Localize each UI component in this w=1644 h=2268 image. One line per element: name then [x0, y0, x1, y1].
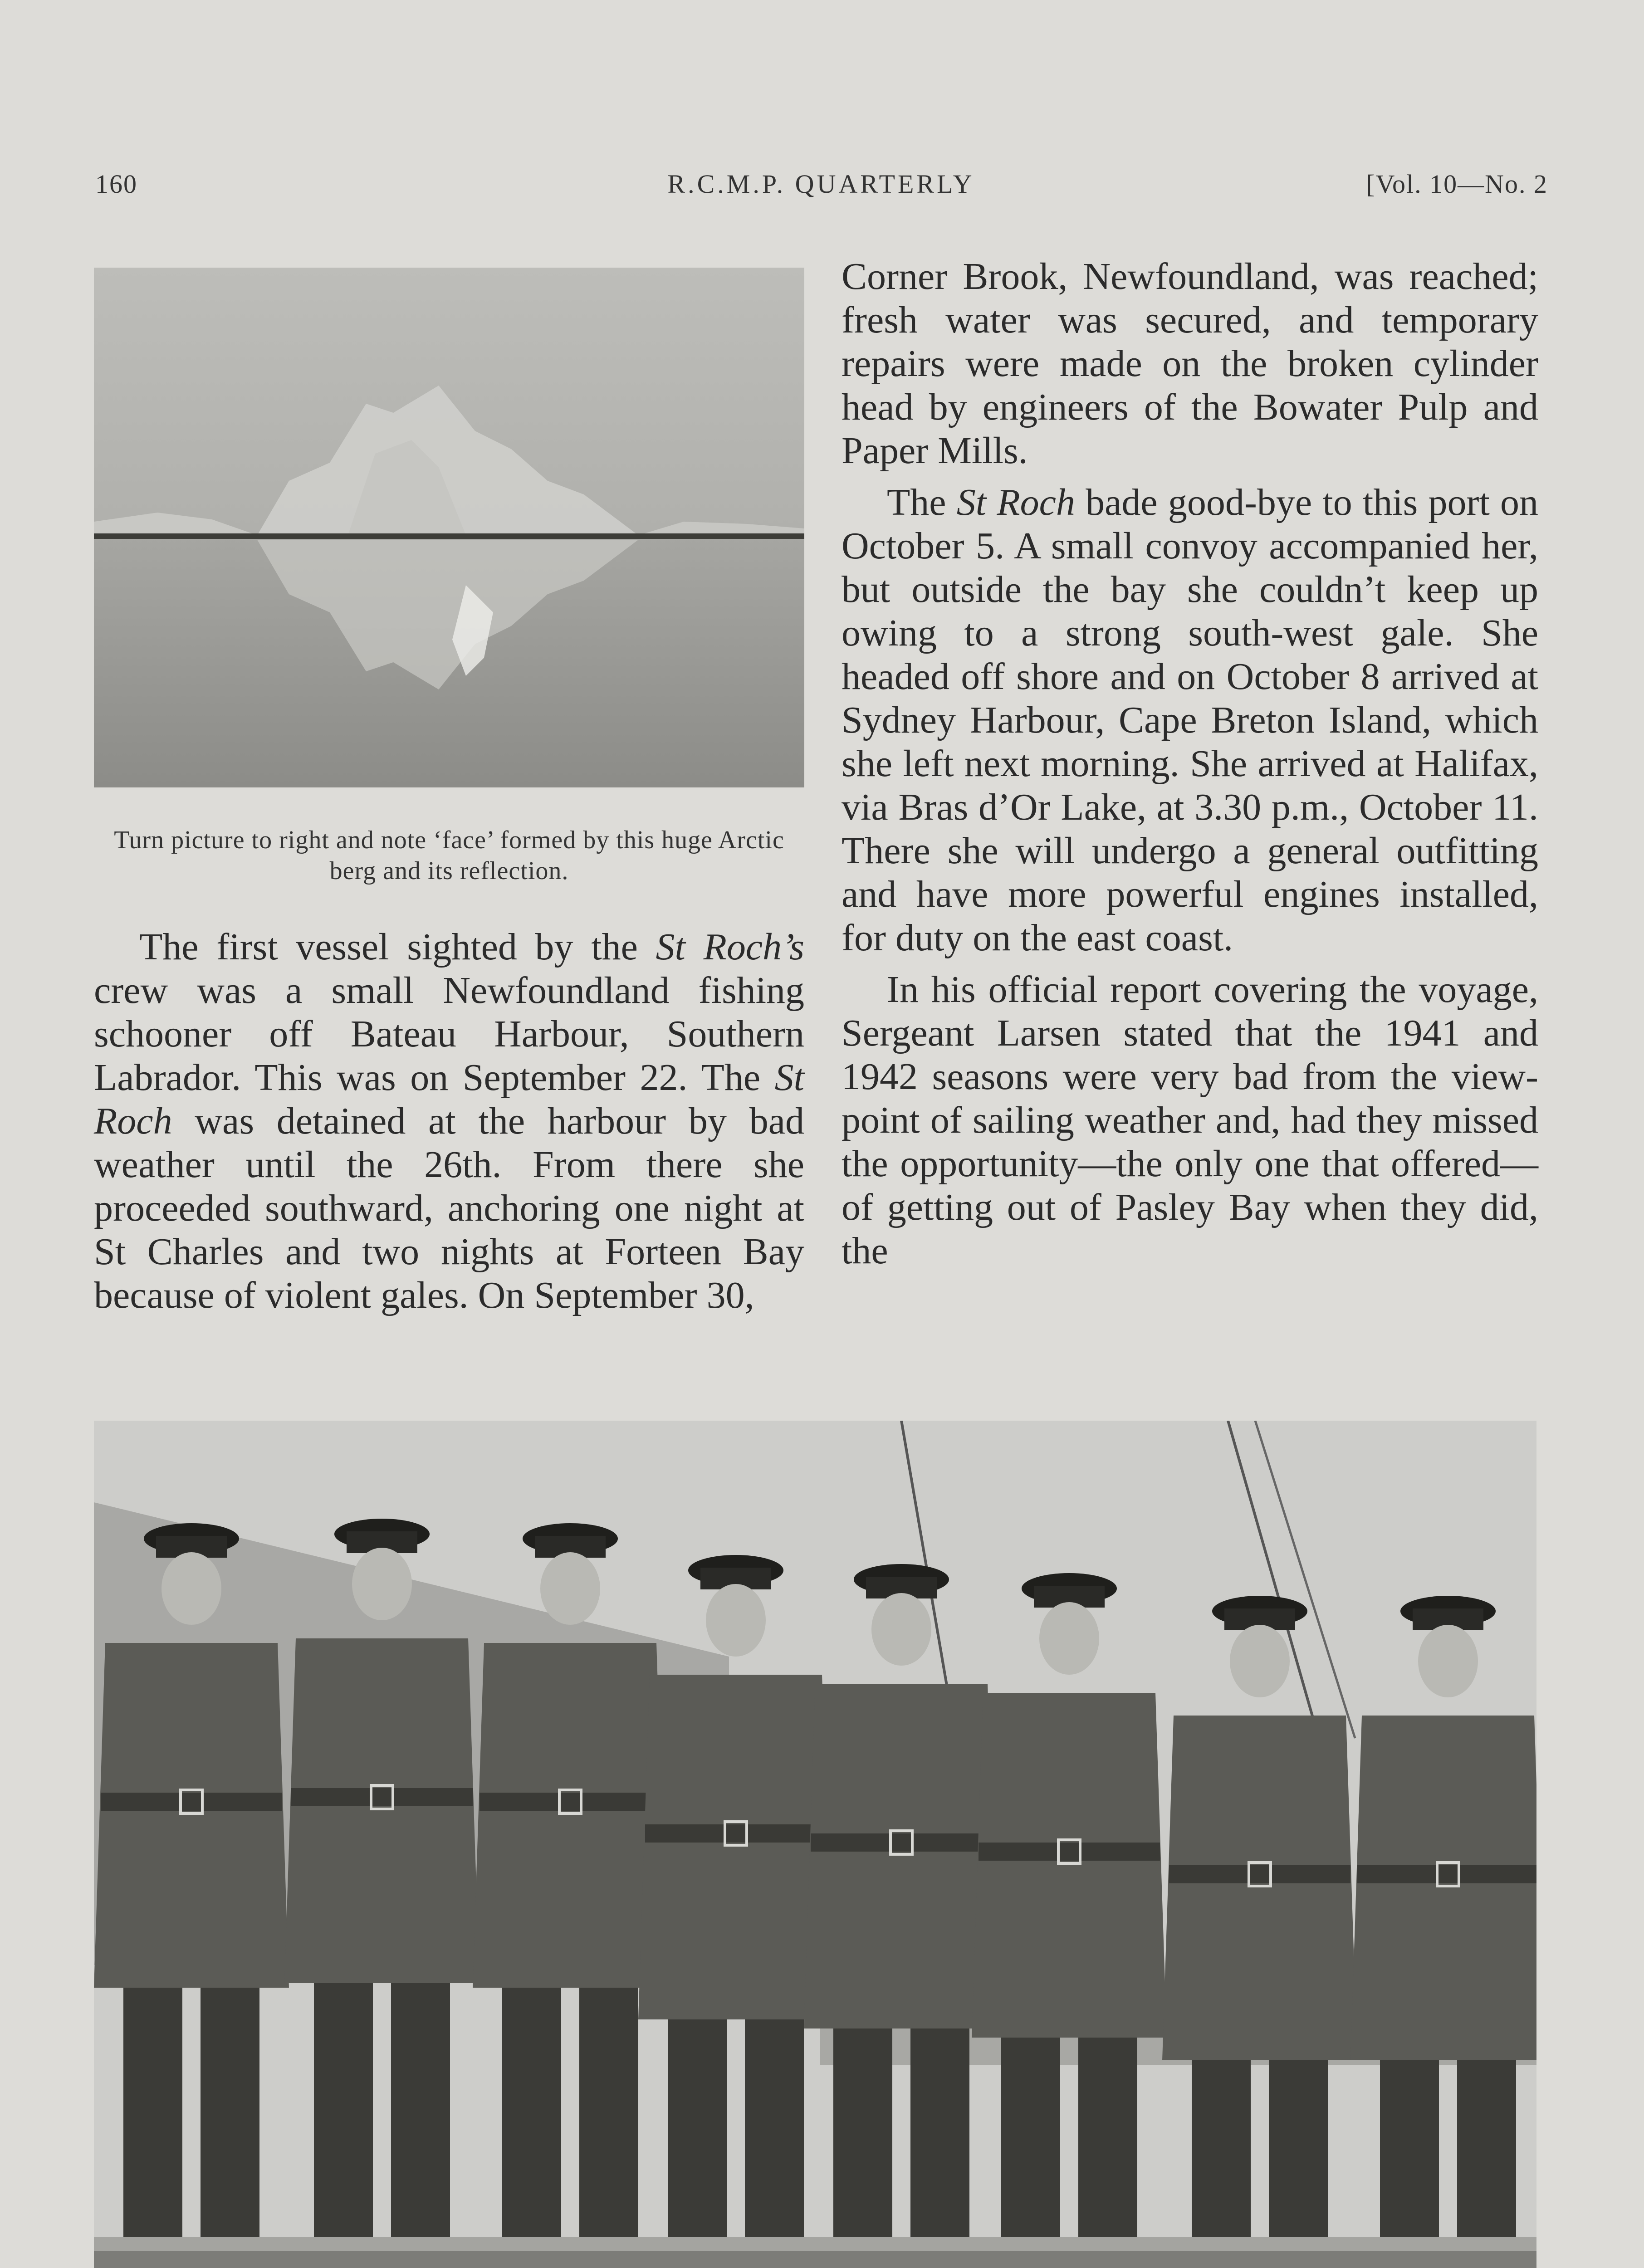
vessel-name: St Roch [956, 481, 1075, 523]
left-paragraph [94, 925, 804, 1317]
vessel-name: St Roch [94, 1056, 804, 1142]
iceberg-illustration [94, 268, 804, 787]
right-paragraph-2 [842, 481, 1538, 960]
journal-title: R.C.M.P. QUARTERLY [667, 169, 975, 199]
crew-photo [94, 1421, 1536, 2268]
volume-label: [Vol. 10—No. 2 [1366, 169, 1548, 199]
text-run: bade good-bye to this port on October 5. A small convoy accompanied her, but outside the bay she couldn’t keep up owing to a strong south-west gale. She headed off shore and on October 8 arrived at Sydney Harbour, Cape Breton Island, which she left next morning. She arrived at Halifax, via Bras d’Or Lake, at 3.30 p.m., October 11. There she will undergo a general outfitting and have more powerful engines installed, for duty on the east coast. [842, 481, 1538, 959]
crew-illustration [94, 1421, 1536, 2268]
iceberg-caption: Turn picture to right and note ‘face’ formed by this huge Arctic berg and its reflection. [114, 826, 784, 885]
right-paragraph-1: Corner Brook, Newfoundland, was reached; fresh water was secured, and temporary repairs were made on the broken cylinder head by engineers of the Bowater Pulp and Paper Mills. [842, 255, 1538, 472]
text-run: was detained at the harbour by bad weather until the 26th. From there she proceeded southward, anchoring one night at St Charles and two nights at Forteen Bay because of violent gales. On September 30, [94, 1100, 804, 1316]
text-run: The [887, 481, 957, 523]
vessel-name: St Roch’s [656, 926, 804, 968]
left-column [94, 925, 804, 1317]
right-column [842, 255, 1538, 1273]
text-run: The first vessel sighted by the [139, 926, 656, 968]
iceberg-photo [94, 268, 804, 787]
right-paragraph-3: In his official report covering the voyage, Sergeant Larsen stated that the 1941 and 1942 seasons were very bad from the view-point of sailing weather and, had they missed the opportunity—the only one that offered—of getting out of Pasley Bay when they did, the [842, 968, 1538, 1272]
text-run: crew was a small Newfoundland fishing schooner off Bateau Harbour, Southern Labrador. This was on September 22. The [94, 969, 804, 1099]
page-number: 160 [95, 169, 137, 199]
